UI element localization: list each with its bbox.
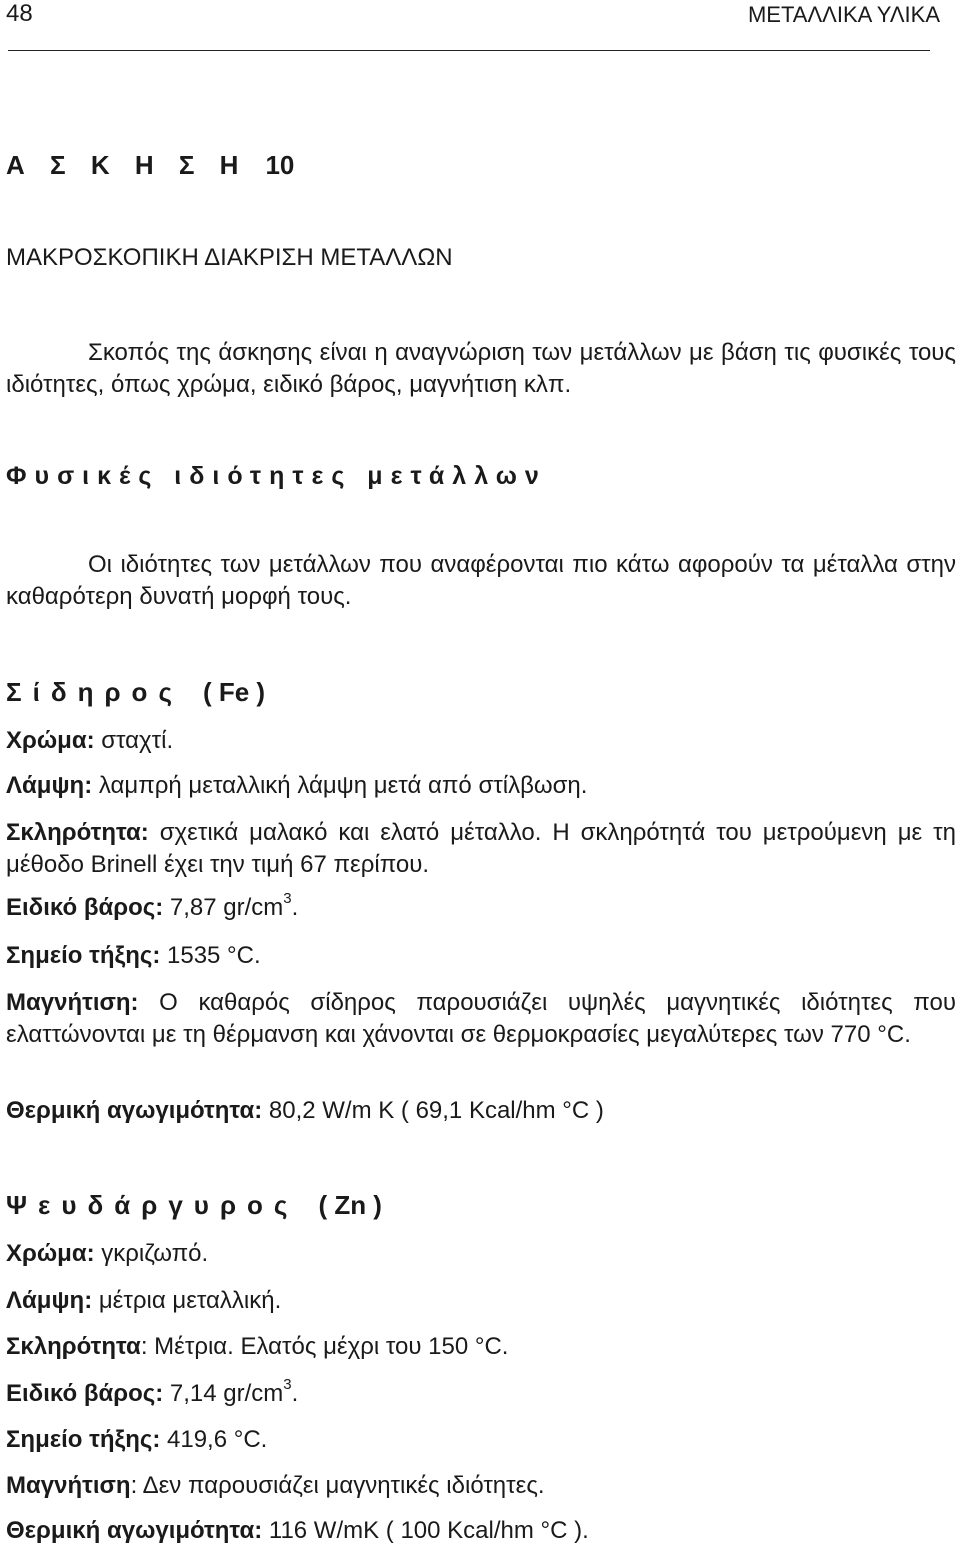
zinc-symbol: ( Zn ) bbox=[318, 1190, 382, 1220]
zinc-luster bbox=[6, 1287, 281, 1316]
zinc-color bbox=[6, 1240, 208, 1269]
zinc-magnet-value: : Δεν παρουσιάζει μαγνητικές ιδιότητες. bbox=[130, 1472, 545, 1499]
page-number: 48 bbox=[6, 0, 33, 27]
zinc-hardness bbox=[6, 1333, 508, 1362]
running-title: ΜΕΤΑΛΛΙΚΑ ΥΛΙΚΑ bbox=[747, 2, 940, 27]
page-title: ΜΑΚΡΟΣΚΟΠΙΚΗ ΔΙΑΚΡΙΣΗ ΜΕΤΑΛΛΩΝ bbox=[6, 244, 453, 271]
iron-density-end: . bbox=[291, 894, 299, 921]
iron-melting-value: 1535 °C. bbox=[160, 942, 261, 969]
iron-density-label: Ειδικό βάρος: bbox=[6, 894, 164, 921]
iron-thermal-label: Θερμική αγωγιμότητα: bbox=[6, 1097, 263, 1124]
iron-melting-point bbox=[6, 942, 261, 971]
zinc-magnet-label: Μαγνήτιση bbox=[6, 1472, 131, 1499]
zinc-luster-value: μέτρια μεταλλική. bbox=[92, 1287, 282, 1314]
exercise-label: Α Σ Κ Η Σ Η bbox=[6, 150, 248, 180]
iron-magnetization bbox=[6, 987, 956, 1051]
zinc-melting-label: Σημείο τήξης: bbox=[6, 1426, 161, 1453]
iron-density bbox=[6, 890, 299, 923]
iron-melting-label: Σημείο τήξης: bbox=[6, 942, 161, 969]
zinc-name: Ψευδάργυρος bbox=[6, 1190, 299, 1220]
iron-color bbox=[6, 727, 173, 756]
zinc-density-value: 7,14 gr/cm bbox=[163, 1380, 284, 1407]
iron-hardness-label: Σκληρότητα: bbox=[6, 819, 149, 846]
iron-hardness-value: σχετικά μαλακό και ελατό μέταλλο. Η σκληρότητά του μετρούμενη με τη μέθοδο Brinell έχει την τιμή 67 περίπου. bbox=[6, 819, 956, 878]
iron-luster-label: Λάμψη: bbox=[6, 772, 93, 799]
exercise-heading bbox=[6, 150, 294, 181]
iron-thermal-value: 80,2 W/m K ( 69,1 Kcal/hm °C ) bbox=[262, 1097, 604, 1124]
iron-luster bbox=[6, 772, 587, 801]
zinc-thermal-label: Θερμική αγωγιμότητα: bbox=[6, 1517, 263, 1544]
iron-name: Σίδηρος bbox=[6, 677, 183, 707]
iron-heading bbox=[6, 677, 265, 708]
iron-symbol: ( Fe ) bbox=[202, 677, 266, 707]
zinc-hardness-value: : Μέτρια. Ελατός μέχρι του 150 °C. bbox=[140, 1333, 509, 1360]
zinc-thermal-value: 116 W/mK ( 100 Kcal/hm °C ). bbox=[262, 1517, 589, 1544]
header-rule bbox=[8, 50, 930, 51]
zinc-melting-point bbox=[6, 1426, 267, 1455]
iron-luster-value: λαμπρή μεταλλική λάμψη μετά από στίλβωση. bbox=[92, 772, 588, 799]
zinc-density-exponent: 3 bbox=[283, 1376, 292, 1393]
iron-magnet-value: Ο καθαρός σίδηρος παρουσιάζει υψηλές μαγνητικές ιδιότητες που ελαττώνονται με τη θέρμανση και χάνονται σε θερμοκρασίες μεγαλύτερες των 770 °C. bbox=[6, 989, 956, 1048]
zinc-magnetization bbox=[6, 1472, 545, 1501]
exercise-number: 10 bbox=[265, 150, 295, 180]
iron-density-exponent: 3 bbox=[283, 890, 292, 907]
section-intro: Οι ιδιότητες των μετάλλων που αναφέρονται πιο κάτω αφορούν τα μέταλλα στην καθαρότερη δυνατή μορφή τους. bbox=[6, 551, 956, 610]
iron-hardness bbox=[6, 817, 956, 881]
iron-color-value: σταχτί. bbox=[94, 727, 174, 754]
zinc-density bbox=[6, 1376, 299, 1409]
zinc-hardness-label: Σκληρότητα bbox=[6, 1333, 141, 1360]
zinc-density-end: . bbox=[291, 1380, 299, 1407]
zinc-color-value: γκριζωπό. bbox=[94, 1240, 209, 1267]
zinc-luster-label: Λάμψη: bbox=[6, 1287, 93, 1314]
zinc-thermal-conductivity bbox=[6, 1517, 589, 1546]
zinc-heading bbox=[6, 1190, 382, 1221]
iron-magnet-label: Μαγνήτιση: bbox=[6, 989, 139, 1016]
zinc-melting-value: 419,6 °C. bbox=[160, 1426, 268, 1453]
section-heading: Φυσικές ιδιότητες μετάλλων bbox=[6, 462, 547, 490]
zinc-density-label: Ειδικό βάρος: bbox=[6, 1380, 164, 1407]
iron-thermal-conductivity bbox=[6, 1097, 604, 1126]
iron-density-value: 7,87 gr/cm bbox=[163, 894, 284, 921]
intro-paragraph: Σκοπός της άσκησης είναι η αναγνώριση των μετάλλων με βάση τις φυσικές τους ιδιότητες, όπως χρώμα, ειδικό βάρος, μαγνήτιση κλπ. bbox=[6, 339, 956, 398]
iron-color-label: Χρώμα: bbox=[6, 727, 95, 754]
zinc-color-label: Χρώμα: bbox=[6, 1240, 95, 1267]
